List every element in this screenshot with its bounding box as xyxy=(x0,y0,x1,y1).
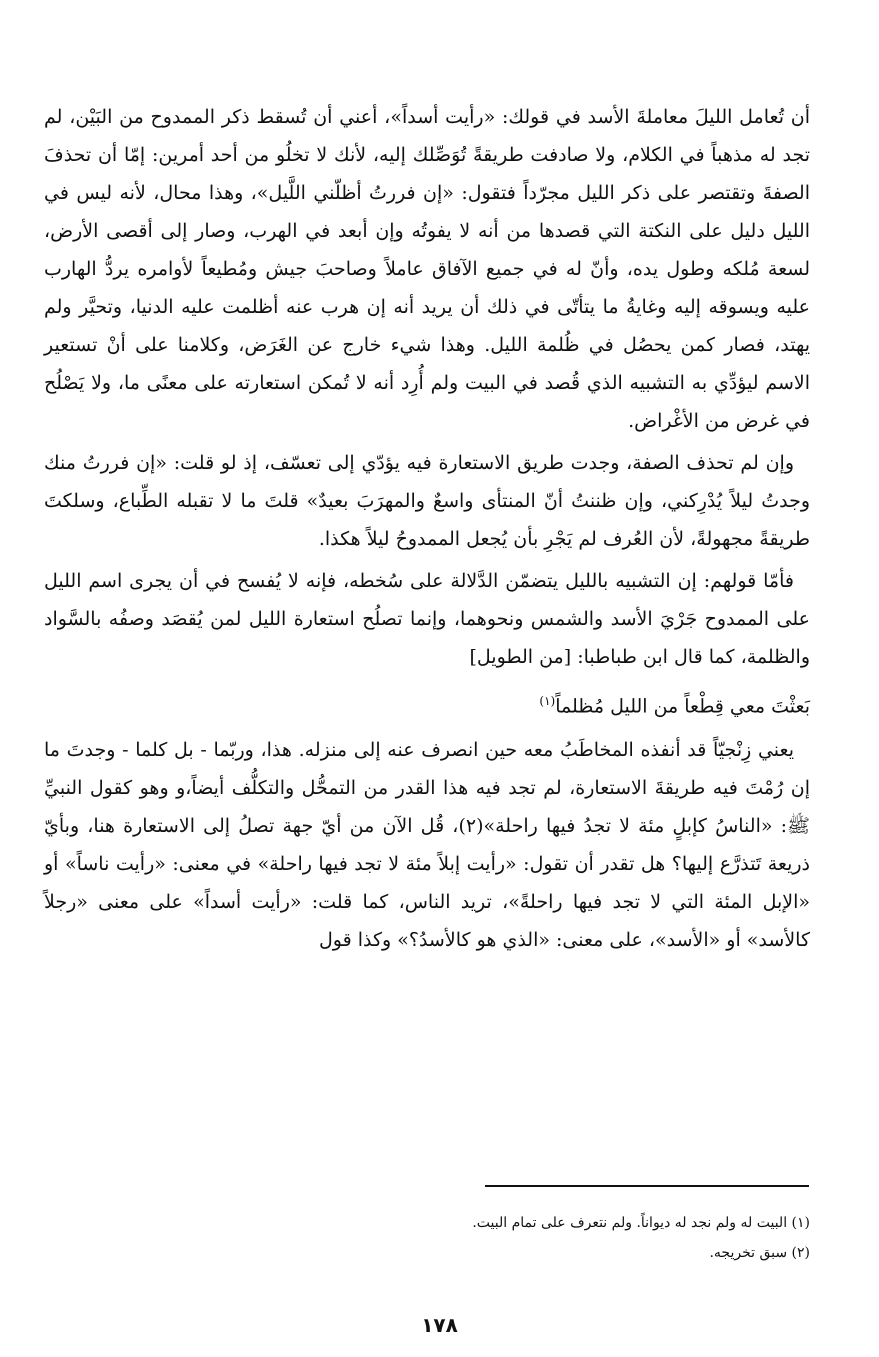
footnote-2: (٢) سبق تخريجه. xyxy=(709,1245,810,1261)
main-text xyxy=(44,98,810,963)
paragraph-3: فأمّا قولهم: إن التشبيه بالليل يتضمّن الدَّلالة على سُخطه، فإنه لا يُفسح في أن يجرى اسم الليل على الممدوح جَرْيَ الأسد والشمس ونحوهما، وإنما تصلُح استعارة الليل لمن يُقصَد وصفُه بالسَّواد والظلمة، كما قال ابن طباطبا: [من الطويل] xyxy=(44,570,810,668)
verse-footnote-ref: (١) xyxy=(539,694,556,708)
paragraph-1: أن تُعامل الليلَ معاملةَ الأسد في قولك: «رأيت أسداً»، أعني أن تُسقط ذكر الممدوح من البَيْن، لم تجد له مذهباً في الكلام، ولا صادفت طريقةً تُوَصِّلك إليه، لأنك لا تخلُو من أحد أمرين: إمّا أن تحذفَ الصفةَ وتقتصر على ذكر الليل مجرّداً فتقول: «إن فررتُ أظلّني اللَّيل»، وهذا محال، لأنه ليس في الليل دليل على النكتة التي قصدها من أنه لا يفوتُه وإن أبعد في الهرب، وصار إلى أقصى الأرض، لسعة مُلكه وطول يده، وأنّ له في جميع الآفاق عاملاً وصاحبَ جيش ومُطيعاً لأوامره يردُّ الهارب عليه ويسوقه إليه وغايةُ ما يتأتّى في ذلك أن يريد أنه إن هرب عنه أظلمت عليه الدنيا، وتحيَّر ولم يهتد، فصار كمن يحصُل في ظُلمة الليل. وهذا شيء خارج عن الغَرَض، وكلامنا على أنْ تستعير الاسم ليؤدِّي به التشبيه الذي قُصد في البيت ولم أُرِد أنه لا تُمكن استعارته على معنًى ما، ولا يَصْلُح في غرض من الأغْراض. xyxy=(44,106,811,432)
footnote-divider xyxy=(485,1185,809,1187)
verse-text: بَعثْتَ معي قِطْعاً من الليل مُظلماً xyxy=(555,695,810,718)
poetry-verse xyxy=(44,682,810,725)
footnotes xyxy=(100,1208,810,1268)
paragraph-2: وإن لم تحذف الصفة، وجدت طريق الاستعارة فيه يؤدّي إلى تعسّف، إذ لو قلت: «إن فررتُ منك وجدتُ ليلاً يُدْرِكني، وإن ظننتُ أنّ المنتأى واسعٌ والمهرَبَ بعيدٌ» قلتَ ما لا تقبله الطِّباع، وسلكتَ طريقةً مجهولةً، لأن العُرف لم يَجْرِ بأن يُجعل الممدوحُ ليلاً هكذا. xyxy=(44,452,810,550)
paragraph-4: يعني زِنْجيّاً قد أنفذه المخاطَبُ معه حين انصرف عنه إلى منزله. هذا، وربّما - بل كلما - وجدتَ ما إن رُمْتَ فيه طريقةَ الاستعارة، لم تجد فيه هذا القدر من التمحُّل والتكلُّف أيضاً،و وهو كقول النبيِّ ﷺ: «الناسُ كإبلٍ مئة لا تجدُ فيها راحلة»(٢)، قُل الآن من أيّ جهة تصلُ إلى الاستعارة هنا، وبأيّ ذريعة تَتذرَّع إليها؟ هل تقدر أن تقول: «رأيت إبلاً مئة لا تجد فيها راحلة» في معنى: «رأيت ناساً» أو «الإبل المئة التي لا تجد فيها راحلةً»، تريد الناس، كما قلت: «رأيت أسداً» على معنى «رجلاً كالأسد» أو «الأسد»، على معنى: «الذي هو كالأسدُ؟» وكذا قول xyxy=(44,739,810,952)
footnote-1: (١) البيت له ولم نجد له ديواناً. ولم نتعرف على تمام البيت. xyxy=(472,1215,810,1231)
page-number: ١٧٨ xyxy=(421,1313,458,1337)
